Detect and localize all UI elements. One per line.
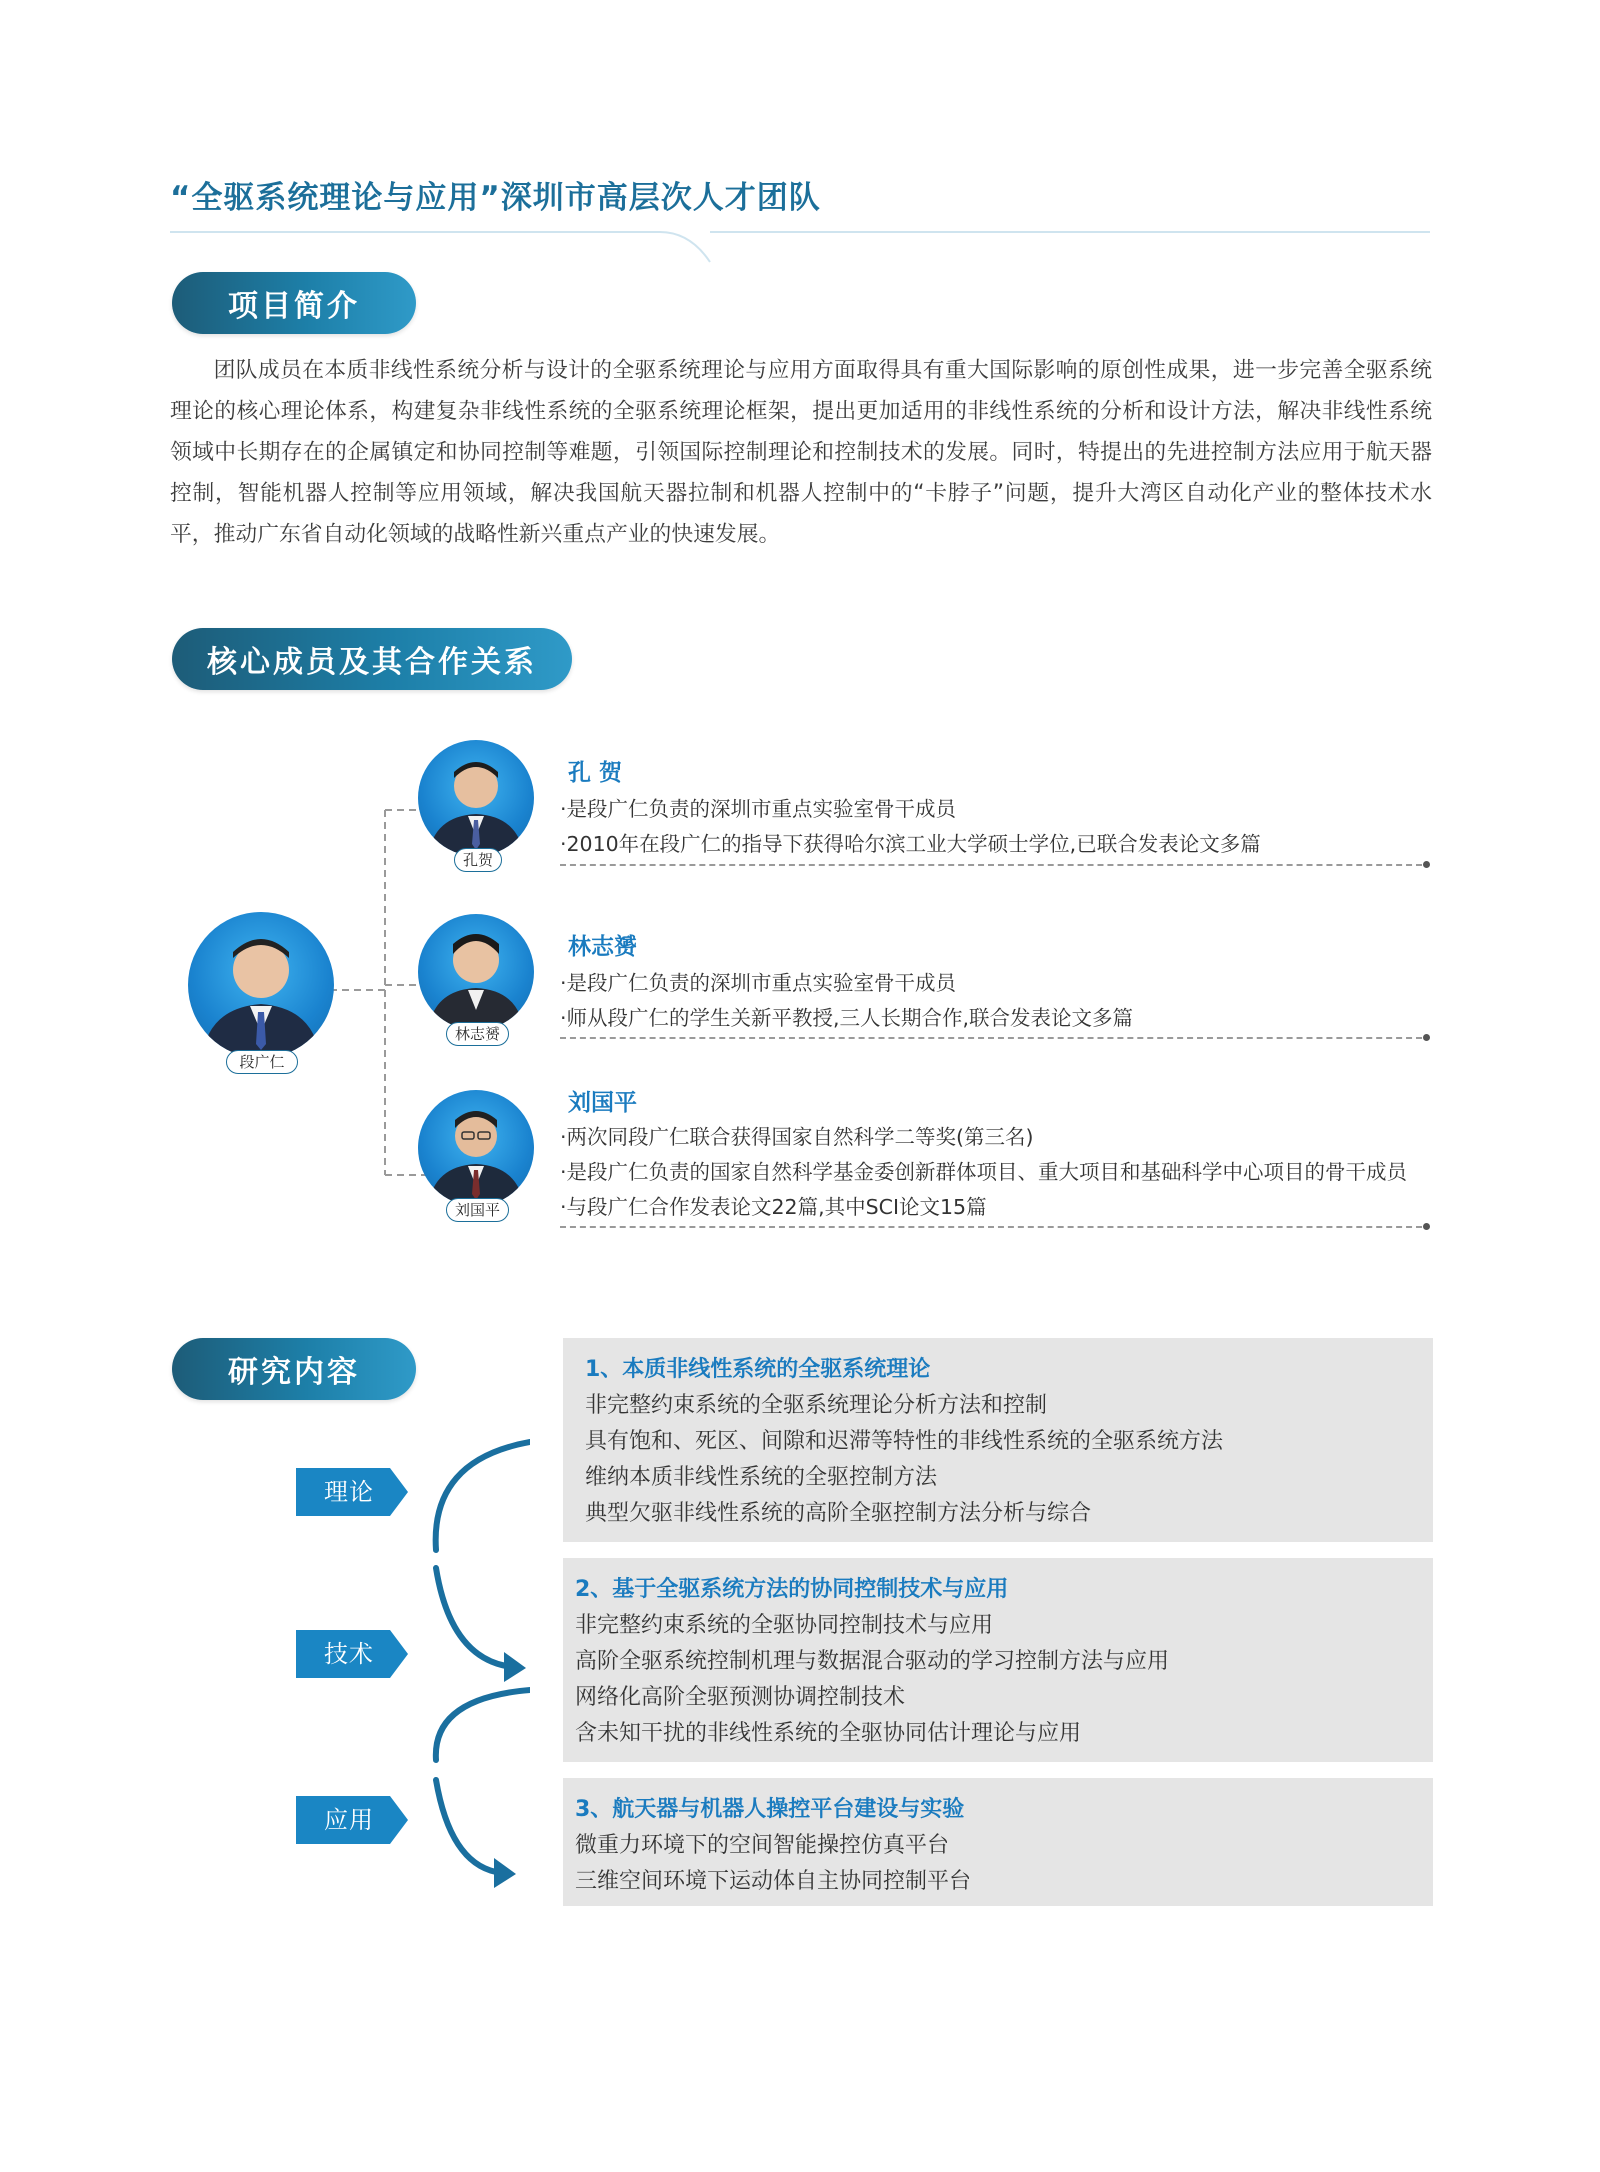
member-detail: ·2010年在段广仁的指导下获得哈尔滨工业大学硕士学位,已联合发表论文多篇	[560, 832, 1261, 856]
page-title: “全驱系统理论与应用”深圳市高层次人才团队	[170, 180, 821, 216]
flow-arrows	[420, 1430, 530, 1900]
research-item: 维纳本质非线性系统的全驱控制方法	[585, 1465, 938, 1490]
research-item: 典型欠驱非线性系统的高阶全驱控制方法分析与综合	[585, 1501, 1092, 1526]
member-detail: ·师从段广仁的学生关新平教授,三人长期合作,联合发表论文多篇	[560, 1006, 1134, 1030]
research-item: 具有饱和、死区、间隙和迟滞等特性的非线性系统的全驱系统方法	[585, 1429, 1224, 1454]
research-box-3	[563, 1778, 1433, 1906]
title-divider	[170, 196, 1430, 266]
person-icon	[418, 740, 534, 856]
research-section-title: 1、本质非线性系统的全驱系统理论	[585, 1357, 931, 1382]
research-section-title: 3、航天器与机器人操控平台建设与实验	[575, 1797, 965, 1822]
divider-dot	[1423, 861, 1430, 868]
divider-dot	[1423, 1223, 1430, 1230]
member-avatar-card	[418, 1090, 534, 1220]
research-item: 高阶全驱系统控制机理与数据混合驱动的学习控制方法与应用	[575, 1649, 1170, 1674]
member-name-tag: 林志赟	[446, 1022, 509, 1046]
member-detail: ·两次同段广仁联合获得国家自然科学二等奖(第三名)	[560, 1125, 1034, 1149]
research-item: 网络化高阶全驱预测协调控制技术	[575, 1685, 906, 1710]
member-name: 刘国平	[568, 1090, 637, 1116]
tag-label-tech: 技术	[324, 1640, 374, 1668]
member-detail: ·与段广仁合作发表论文22篇,其中SCI论文15篇	[560, 1195, 987, 1219]
research-box-1	[563, 1338, 1433, 1542]
section-heading-label: 核心成员及其合作关系	[207, 645, 537, 680]
intro-paragraph: 团队成员在本质非线性系统分析与设计的全驱系统理论与应用方面取得具有重大国际影响的原创性成果，进一步完善全驱系统理论的核心理论体系，构建复杂非线性系统的全驱系统理论框架，提出更加适用的非线性系统的分析和设计方法，解决非线性系统领域中长期存在的企属镇定和协同控制等难题，引领国际控制理论和控制技术的发展。同时，特提出的先进控制方法应用于航天器控制，智能机器人控制等应用领域，解决我国航天器拉制和机器人控制中的“卡脖子”问题，提升大湾区自动化产业的整体技术水平，推动广东省自动化领域的战略性新兴重点产业的快速发展。	[170, 358, 1432, 547]
member-detail: ·是段广仁负责的深圳市重点实验室骨干成员	[560, 797, 957, 821]
research-item: 微重力环境下的空间智能操控仿真平台	[575, 1833, 950, 1858]
person-icon	[188, 912, 334, 1058]
member-name: 孔 贺	[568, 760, 623, 786]
member-name-tag: 孔贺	[454, 848, 502, 872]
member-detail: ·是段广仁负责的国家自然科学基金委创新群体项目、重大项目和基础科学中心项目的骨干成员	[560, 1160, 1408, 1184]
member-avatar	[418, 1090, 534, 1206]
leader-name-tag: 段广仁	[226, 1050, 298, 1074]
member-avatar	[418, 914, 534, 1030]
leader-avatar	[188, 912, 334, 1058]
divider	[560, 1037, 1422, 1039]
member-avatar-card	[418, 914, 534, 1044]
section-heading-label: 研究内容	[228, 1355, 360, 1390]
research-box-2	[563, 1558, 1433, 1762]
research-item: 非完整约束系统的全驱协同控制技术与应用	[575, 1613, 994, 1638]
section-heading-label: 项目简介	[228, 289, 360, 324]
person-icon	[418, 1090, 534, 1206]
section-heading-research	[172, 1338, 416, 1400]
member-name-tag: 刘国平	[446, 1198, 509, 1222]
research-item: 三维空间环境下运动体自主协同控制平台	[575, 1869, 972, 1894]
section-heading-intro	[172, 272, 416, 334]
section-heading-members	[172, 628, 572, 690]
divider	[560, 1226, 1422, 1228]
research-section-title: 2、基于全驱系统方法的协同控制技术与应用	[575, 1577, 1009, 1602]
leader-card	[188, 912, 334, 1072]
member-name: 林志赟	[568, 934, 637, 960]
member-detail: ·是段广仁负责的深圳市重点实验室骨干成员	[560, 971, 957, 995]
research-item: 非完整约束系统的全驱系统理论分析方法和控制	[585, 1393, 1048, 1418]
divider-dot	[1423, 1034, 1430, 1041]
member-avatar	[418, 740, 534, 856]
tag-label-application: 应用	[324, 1806, 374, 1834]
tag-label-theory: 理论	[324, 1478, 374, 1506]
divider	[560, 864, 1422, 866]
person-icon	[418, 914, 534, 1030]
research-item: 含未知干扰的非线性系统的全驱协同估计理论与应用	[575, 1721, 1082, 1746]
member-avatar-card	[418, 740, 534, 870]
